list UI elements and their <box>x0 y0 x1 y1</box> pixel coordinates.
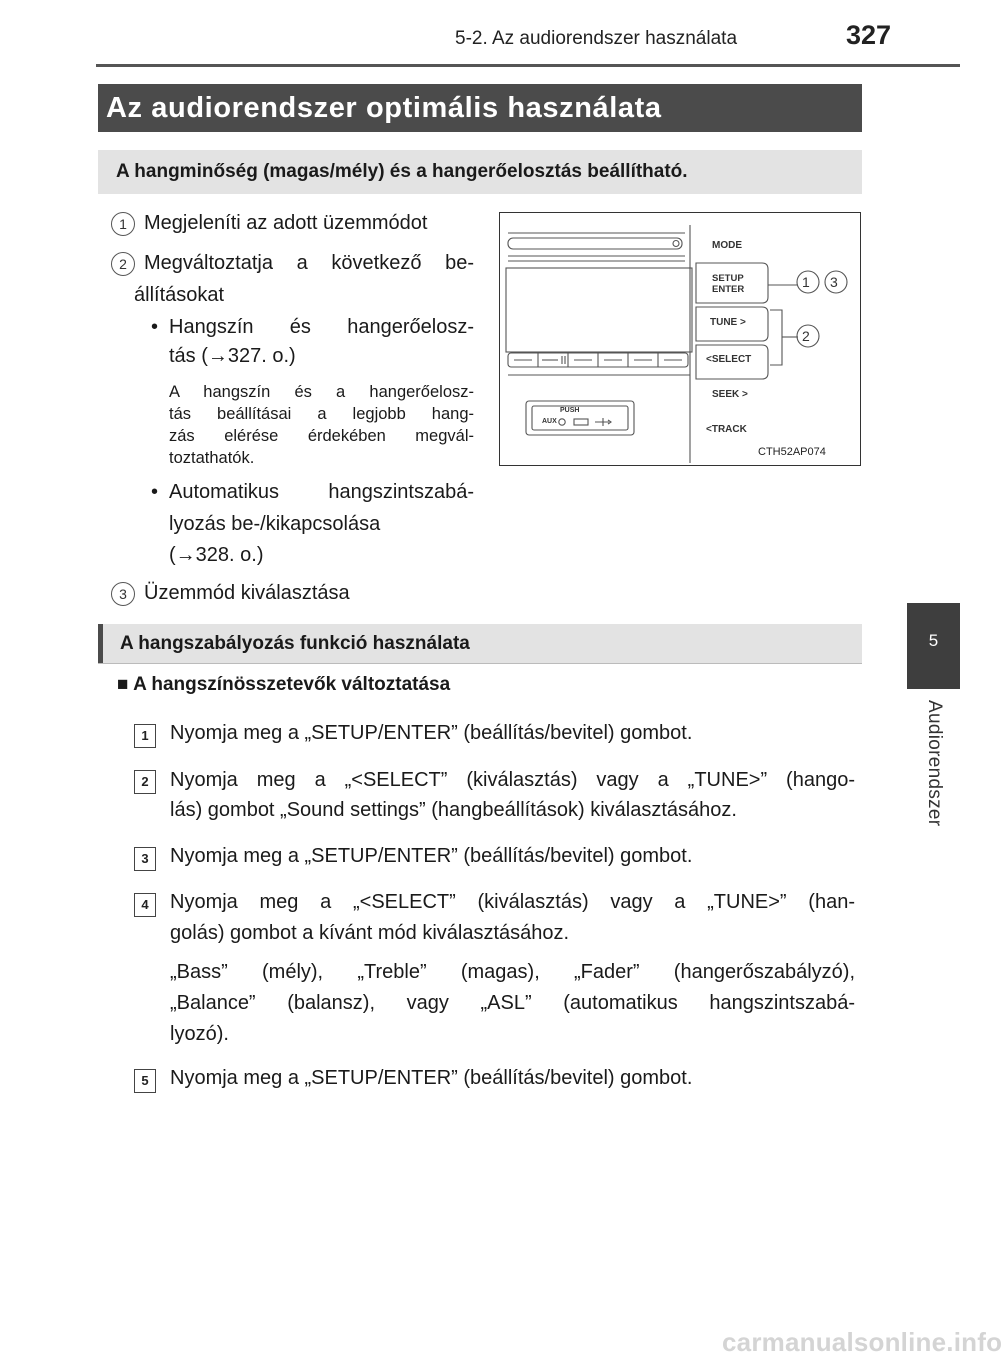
step-2-line-1: Nyomja meg a „<SELECT” (kiválasztás) vagy a „TUNE>” (hango- <box>170 769 855 791</box>
intro-box: A hangminőség (magas/mély) és a hangerőelosztás beállítható. <box>98 150 862 194</box>
callout-text-2a: Megváltoztatja a következő be- <box>144 252 474 274</box>
step-4-line-1: Nyomja meg a „<SELECT” (kiválasztás) vagy a „TUNE>” (han- <box>170 891 855 913</box>
bullet-1b: tás (→327. o.) <box>169 345 296 367</box>
bullet-1a: Hangszín és hangerőelosz- <box>169 316 474 338</box>
step-number: 3 <box>134 847 156 871</box>
bullet-dot: • <box>151 316 159 338</box>
step-number: 4 <box>134 893 156 917</box>
section-header: 5-2. Az audiorendszer használata <box>455 28 738 49</box>
tune-button <box>710 317 746 328</box>
chapter-number: 5 <box>928 631 939 650</box>
callout-number-3: 3 <box>111 582 135 606</box>
note-line-1: A hangszín és a hangerőelosz- <box>169 383 474 401</box>
page-title: Az audiorendszer optimális használata <box>98 84 862 132</box>
step-5-line-1: Nyomja meg a „SETUP/ENTER” (beállítás/bevitel) gombot. <box>170 1067 693 1089</box>
page-number: 327 <box>846 20 892 50</box>
select-button <box>706 354 751 365</box>
callout-number-2: 2 <box>111 252 135 276</box>
chapter-tab <box>907 603 960 689</box>
note-line-2: tás beállításai a legjobb hang- <box>169 405 474 423</box>
setup-enter-button <box>712 273 744 295</box>
enter-label: ENTER <box>712 284 745 295</box>
callout-text-2b: állításokat <box>134 284 225 306</box>
note-line-3: zás elérése érdekében megvál- <box>169 427 474 445</box>
section-rule <box>98 663 862 664</box>
square-bullet-icon: ■ <box>117 674 134 695</box>
step-4-extra-3: lyozó). <box>170 1023 229 1045</box>
header-rule <box>96 64 960 67</box>
step-4-extra-2: „Balance” (balansz), vagy „ASL” (automatikus hangszintszabá- <box>170 992 855 1014</box>
section-heading: A hangszabályozás funkció használata <box>98 624 862 664</box>
callout-text-3: Üzemmód kiválasztása <box>144 582 350 604</box>
note-line-4: toztathatók. <box>169 449 255 467</box>
bullet-2b: lyozás be-/kikapcsolása <box>169 513 381 535</box>
tune-label: TUNE <box>710 317 738 328</box>
bullet-2a: Automatikus hangszintszabá- <box>169 481 474 503</box>
track-button <box>706 424 747 435</box>
figure-callout-1: 1 <box>802 274 810 290</box>
step-1-line-1: Nyomja meg a „SETUP/ENTER” (beállítás/bevitel) gombot. <box>170 722 693 744</box>
audio-panel-figure <box>499 212 861 466</box>
step-number: 1 <box>134 724 156 748</box>
bullet-dot: • <box>151 481 159 503</box>
callout-text-1: Megjeleníti az adott üzemmódot <box>144 212 428 234</box>
step-number: 2 <box>134 770 156 794</box>
step-2-line-2: lás) gombot „Sound settings” (hangbeállítások) kiválasztásához. <box>170 799 737 821</box>
step-4-line-2: golás) gombot a kívánt mód kiválasztásához. <box>170 922 570 944</box>
seek-button <box>712 389 748 400</box>
bullet-2c: (→328. o.) <box>169 544 264 566</box>
callout-number-1: 1 <box>111 212 135 236</box>
subheading-text: A hangszínösszetevők változtatása <box>133 674 451 695</box>
seek-label: SEEK <box>712 389 740 400</box>
chevron-right-icon: > <box>737 317 746 328</box>
aux-label: AUX <box>542 418 557 425</box>
push-label: PUSH <box>560 407 580 414</box>
mode-button: MODE <box>712 240 742 251</box>
chevron-right-icon: > <box>739 389 748 400</box>
select-label: SELECT <box>711 354 752 365</box>
figure-callout-2: 2 <box>802 328 810 344</box>
setup-label: SETUP <box>712 273 744 284</box>
figure-code: CTH52AP074 <box>758 446 826 458</box>
chapter-label: Audiorendszer <box>924 700 945 827</box>
figure-callout-3: 3 <box>830 274 838 290</box>
step-number: 5 <box>134 1069 156 1093</box>
step-3-line-1: Nyomja meg a „SETUP/ENTER” (beállítás/bevitel) gombot. <box>170 845 693 867</box>
chevron-left-icon: < <box>706 424 712 435</box>
track-label: TRACK <box>711 424 747 435</box>
watermark: carmanualsonline.info <box>722 1327 1002 1357</box>
chevron-left-icon: < <box>706 354 712 365</box>
step-4-extra-1: „Bass” (mély), „Treble” (magas), „Fader” (hangerőszabályzó), <box>170 961 855 983</box>
subheading <box>117 674 450 696</box>
